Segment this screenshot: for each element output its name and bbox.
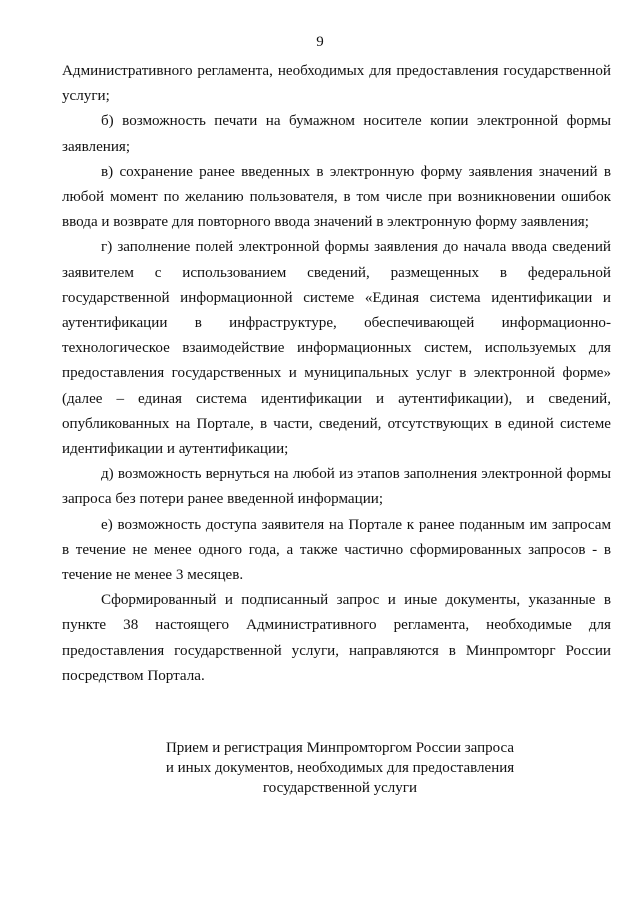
page-number: 9	[316, 34, 324, 50]
paragraph-item-d: д) возможность вернуться на любой из этапов заполнения электронной формы запроса без потери ранее введенной информации;	[62, 466, 611, 508]
paragraph-item-v: в) сохранение ранее введенных в электронную форму заявления значений в любой момент по желанию пользователя, в том числе при возникновении ошибок ввода и возврате для повторного ввода значений в электронную форму заявления;	[62, 163, 611, 231]
document-body	[62, 59, 611, 689]
section-heading-line: Прием и регистрация Минпромторгом России запроса	[165, 740, 515, 756]
paragraph-item-e: е) возможность доступа заявителя на Портале к ранее поданным им запросам в течение не менее одного года, а также частично сформированных запросов - в течение не менее 3 месяцев.	[62, 516, 611, 584]
section-heading	[130, 738, 550, 798]
section-heading-line: и иных документов, необходимых для предоставления	[165, 760, 515, 776]
paragraph-item-b: б) возможность печати на бумажном носителе копии электронной формы заявления;	[62, 113, 611, 155]
paragraph-item-g: г) заполнение полей электронной формы заявления до начала ввода сведений заявителем с использованием сведений, размещенных в федеральной государственной информационной системе «Единая система идентификации и аутентификации в инфраструктуре, обеспечивающей информационно-технологическое взаимодействие информационных систем, используемых для предоставления государственных и муниципальных услуг в электронной форме» (далее – единая система идентификации и аутентификации), и сведений, опубликованных на Портале, в части, сведений, отсутствующих в единой системе идентификации и аутентификации;	[62, 239, 611, 458]
section-heading-line: государственной услуги	[263, 780, 417, 796]
paragraph-continuation: Административного регламента, необходимых для предоставления государственной услуги;	[62, 63, 611, 105]
paragraph-submission: Сформированный и подписанный запрос и иные документы, указанные в пункте 38 настоящего Административного регламента, необходимые для предоставления государственной услуги, направляются в Минпромторг России посредством Портала.	[62, 592, 611, 684]
